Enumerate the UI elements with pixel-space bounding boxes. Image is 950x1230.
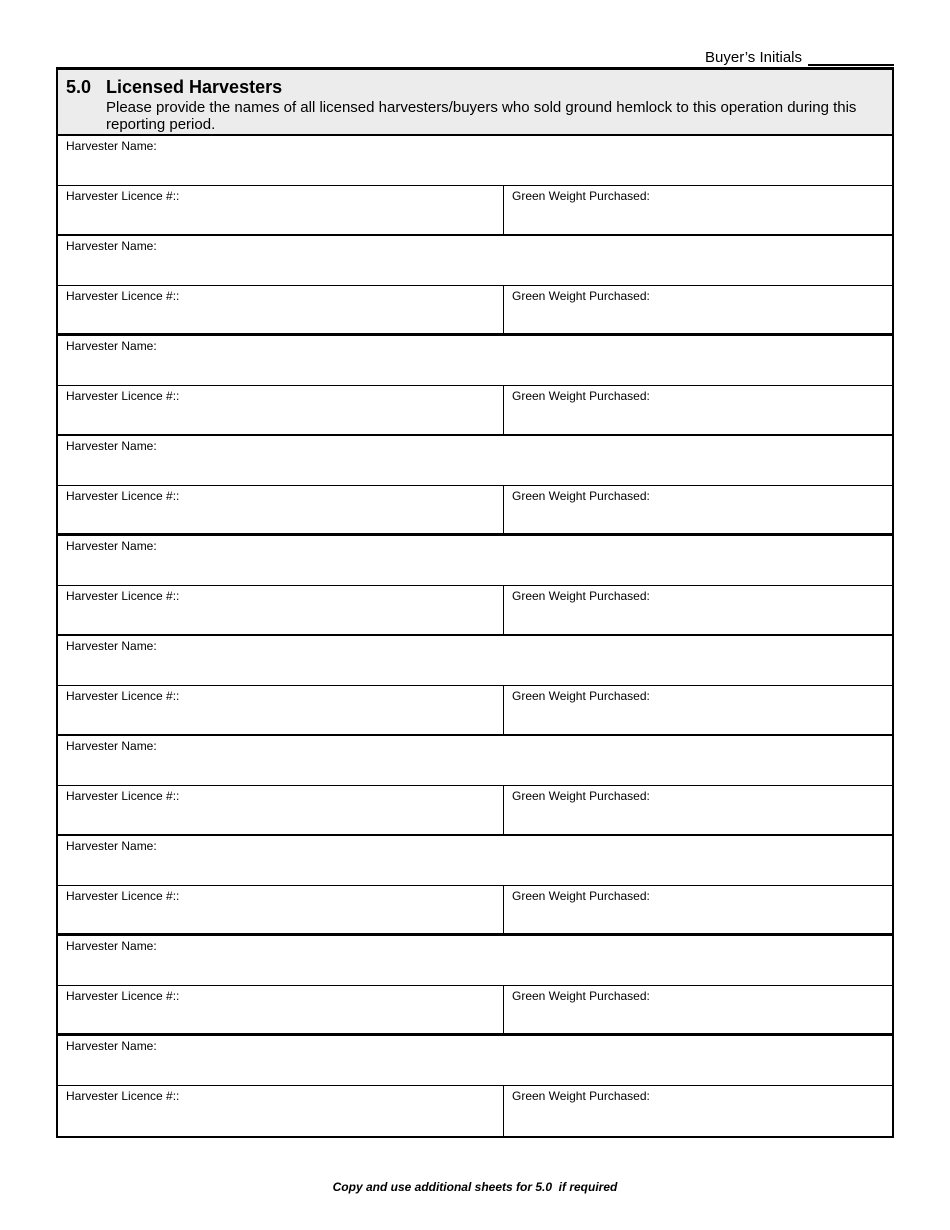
green-weight-label: Green Weight Purchased: [512,1089,650,1103]
harvester-entries [58,136,892,1136]
green-weight-label: Green Weight Purchased: [512,389,650,403]
harvester-licence-label: Harvester Licence #:: [66,689,180,703]
harvester-details-row [58,986,892,1036]
harvester-name-label: Harvester Name: [66,939,157,953]
section-header [58,70,892,136]
harvester-licence-field[interactable] [58,786,504,834]
harvester-details-row [58,586,892,636]
section-description: Please provide the names of all licensed harvesters/buyers who sold ground hemlock to this operation during this reporting period. [106,99,857,133]
harvester-licence-label: Harvester Licence #:: [66,889,180,903]
harvester-licence-field[interactable] [58,1086,504,1136]
green-weight-field[interactable] [504,186,892,234]
harvester-licence-field[interactable] [58,186,504,234]
harvester-name-label: Harvester Name: [66,139,157,153]
licensed-harvesters-form [56,67,894,1138]
harvester-name-label: Harvester Name: [66,839,157,853]
harvester-licence-label: Harvester Licence #:: [66,289,180,303]
green-weight-label: Green Weight Purchased: [512,889,650,903]
section-title: Licensed Harvesters [106,77,283,97]
harvester-name-field[interactable] [58,336,892,386]
harvester-name-field[interactable] [58,436,892,486]
green-weight-label: Green Weight Purchased: [512,189,650,203]
harvester-licence-label: Harvester Licence #:: [66,589,180,603]
harvester-name-label: Harvester Name: [66,639,157,653]
harvester-details-row [58,786,892,836]
harvester-name-field[interactable] [58,1036,892,1086]
harvester-details-row [58,486,892,536]
harvester-details-row [58,886,892,936]
buyers-initials-field[interactable] [808,64,894,66]
harvester-licence-field[interactable] [58,686,504,734]
green-weight-field[interactable] [504,586,892,634]
harvester-name-field[interactable] [58,536,892,586]
harvester-licence-field[interactable] [58,286,504,333]
green-weight-label: Green Weight Purchased: [512,289,650,303]
green-weight-label: Green Weight Purchased: [512,789,650,803]
harvester-name-field[interactable] [58,636,892,686]
harvester-licence-field[interactable] [58,586,504,634]
harvester-details-row [58,686,892,736]
harvester-licence-label: Harvester Licence #:: [66,189,180,203]
green-weight-label: Green Weight Purchased: [512,589,650,603]
harvester-name-field[interactable] [58,836,892,886]
harvester-licence-label: Harvester Licence #:: [66,989,180,1003]
green-weight-field[interactable] [504,486,892,533]
harvester-details-row [58,286,892,336]
green-weight-label: Green Weight Purchased: [512,989,650,1003]
harvester-name-label: Harvester Name: [66,1039,157,1053]
green-weight-field[interactable] [504,986,892,1033]
harvester-name-field[interactable] [58,236,892,286]
harvester-name-label: Harvester Name: [66,339,157,353]
harvester-name-field[interactable] [58,936,892,986]
harvester-licence-field[interactable] [58,886,504,933]
green-weight-field[interactable] [504,686,892,734]
harvester-name-field[interactable] [58,736,892,786]
harvester-details-row [58,1086,892,1136]
harvester-licence-field[interactable] [58,986,504,1033]
harvester-name-label: Harvester Name: [66,539,157,553]
harvester-name-label: Harvester Name: [66,439,157,453]
harvester-licence-label: Harvester Licence #:: [66,789,180,803]
green-weight-field[interactable] [504,386,892,434]
green-weight-field[interactable] [504,286,892,333]
harvester-name-field[interactable] [58,136,892,186]
harvester-licence-label: Harvester Licence #:: [66,489,180,503]
section-number: 5.0 [66,77,92,97]
harvester-details-row [58,386,892,436]
harvester-licence-label: Harvester Licence #:: [66,389,180,403]
buyers-initials-label: Buyer’s Initials [705,49,802,66]
green-weight-label: Green Weight Purchased: [512,689,650,703]
footer-note: Copy and use additional sheets for 5.0 if required [332,1180,618,1194]
harvester-licence-field[interactable] [58,486,504,533]
green-weight-field[interactable] [504,886,892,933]
harvester-name-label: Harvester Name: [66,739,157,753]
harvester-licence-label: Harvester Licence #:: [66,1089,180,1103]
green-weight-label: Green Weight Purchased: [512,489,650,503]
harvester-details-row [58,186,892,236]
harvester-name-label: Harvester Name: [66,239,157,253]
green-weight-field[interactable] [504,786,892,834]
harvester-licence-field[interactable] [58,386,504,434]
green-weight-field[interactable] [504,1086,892,1136]
